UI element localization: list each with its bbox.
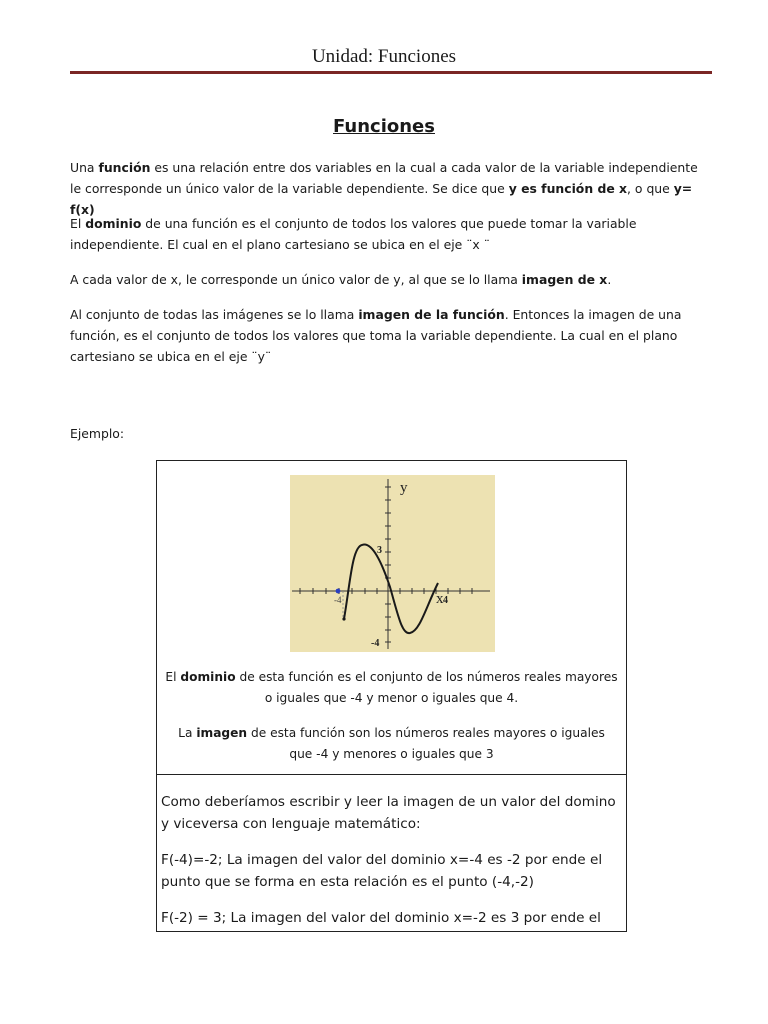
header-divider (70, 71, 712, 74)
page-title: Funciones (333, 116, 435, 137)
paragraph-image-of-x: A cada valor de x, le corresponde un único valor de y, al que se lo llama imagen de x. (70, 272, 612, 287)
curve-start-point (342, 617, 345, 620)
example-label: Ejemplo: (70, 426, 125, 441)
y-tick-label-3: 3 (377, 545, 382, 556)
graph-background (290, 475, 495, 652)
header-title: Unidad: Funciones (311, 46, 457, 67)
x-tick-label-neg4: -4 (334, 595, 342, 605)
domain-start-point (336, 589, 341, 594)
function-graph (290, 475, 495, 652)
paragraph-function-definition: Una función es una relación entre dos variables en la cual a cada valor de la variable independiente le corresponde un único valor de la variable dependiente. Se dice que y es función de x, o que y= f(x) (70, 160, 698, 217)
notation-example-2: F(-2) = 3; La imagen del valor del dominio x=-2 es 3 por ende el (161, 910, 601, 926)
y-axis-label: y (400, 480, 408, 496)
notation-example-1: F(-4)=-2; La imagen del valor del dominio x=-4 es -2 por ende el punto que se forma en esta relación es el punto (-4,-2) (161, 852, 603, 890)
paragraph-domain-definition: El dominio de una función es el conjunto de todos los valores que puede tomar la variable independiente. El cual en el plano cartesiano se ubica en el eje ¨x ¨ (70, 216, 637, 252)
x-tick-label-4: 4 (443, 595, 448, 606)
y-tick-label-neg4: -4 (371, 638, 380, 649)
domain-caption: El dominio de esta función es el conjunto de los números reales mayores o iguales que -4 y menor o iguales que 4. (165, 670, 618, 705)
notation-intro: Como deberíamos escribir y leer la imagen de un valor del domino y viceversa con lenguaje matemático: (161, 794, 616, 832)
x-axis-label: x (436, 591, 444, 607)
paragraph-image-definition: Al conjunto de todas las imágenes se lo llama imagen de la función. Entonces la imagen de una función, es el conjunto de todos los valores que toma la variable dependiente. La cual en el plano cartesiano se ubica en el eje ¨y¨ (70, 307, 682, 364)
image-caption: La imagen de esta función son los números reales mayores o iguales que -4 y menores o iguales que 3 (178, 726, 605, 761)
box-divider (157, 774, 626, 775)
example-box (156, 460, 627, 932)
